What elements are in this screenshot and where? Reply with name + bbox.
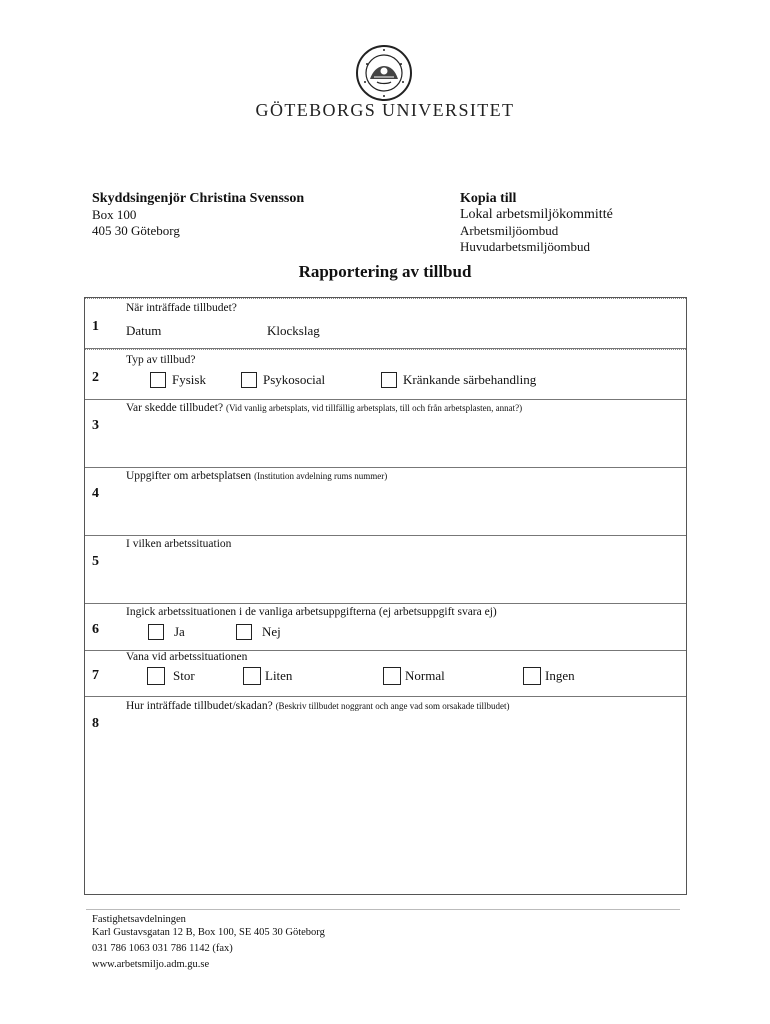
section-4 — [85, 468, 686, 536]
date-label: Datum — [126, 323, 162, 338]
checkbox-psykosocial[interactable] — [241, 372, 325, 388]
copy-recipient-3: Huvudarbetsmiljöombud — [460, 239, 590, 254]
copy-title: Kopia till — [460, 191, 517, 206]
footer-website: www.arbetsmiljo.adm.gu.se — [92, 959, 210, 970]
checkbox-box[interactable] — [383, 667, 401, 685]
section-number-3: 3 — [92, 418, 99, 433]
footer — [92, 913, 325, 971]
date-field[interactable] — [126, 323, 161, 339]
question-7: Vana vid arbetssituationen — [126, 651, 248, 663]
sender-city: 405 30 Göteborg — [92, 223, 180, 238]
question-1: När inträffade tillbudet? — [126, 302, 237, 314]
checkbox-box[interactable] — [381, 372, 397, 388]
sender-name: Skyddsingenjör Christina Svensson — [92, 191, 305, 206]
question-8-text: Hur inträffade tillbudet/skadan? — [126, 700, 273, 712]
sender-box: Box 100 — [92, 207, 137, 222]
question-8 — [126, 700, 510, 712]
option-label: Normal — [405, 668, 445, 683]
question-3-hint: (Vid vanlig arbetsplats, vid tillfällig arbetsplats, till och från arbetsplasten, annat?) — [225, 403, 523, 413]
option-label: Fysisk — [172, 372, 206, 387]
time-field[interactable] — [267, 323, 320, 339]
checkbox-box[interactable] — [241, 372, 257, 388]
section-number-4: 4 — [92, 486, 99, 501]
checkbox-ja[interactable] — [148, 624, 185, 640]
report-form — [84, 297, 687, 895]
footer-divider — [86, 909, 680, 910]
option-label: Stor — [173, 668, 195, 683]
question-4 — [126, 470, 387, 482]
footer-department: Fastighetsavdelningen — [92, 914, 186, 925]
section-3 — [85, 400, 686, 468]
checkbox-normal[interactable] — [383, 667, 445, 685]
section-number-8: 8 — [92, 716, 99, 731]
section-number-1: 1 — [92, 319, 99, 334]
checkbox-box[interactable] — [243, 667, 261, 685]
question-3 — [126, 402, 522, 414]
question-8-hint: (Beskriv tillbudet noggrant och ange vad som orsakade tillbudet) — [275, 701, 510, 711]
section-5 — [85, 536, 686, 604]
section-7 — [85, 651, 686, 697]
question-4-hint: (Institution avdelning rums nummer) — [254, 471, 388, 481]
question-3-text: Var skedde tillbudet? — [126, 402, 224, 414]
copy-recipient-2: Arbetsmiljöombud — [460, 223, 559, 238]
checkbox-box[interactable] — [236, 624, 252, 640]
university-seal-logo — [355, 44, 413, 102]
time-label: Klockslag — [267, 323, 320, 338]
section-2 — [85, 349, 686, 400]
question-2: Typ av tillbud? — [126, 354, 196, 366]
section-number-6: 6 — [92, 622, 99, 637]
section-1 — [85, 298, 686, 349]
option-label: Ingen — [545, 668, 575, 683]
footer-phone: 031 786 1063 031 786 1142 (fax) — [92, 943, 233, 954]
section-6 — [85, 604, 686, 651]
document-title: Rapportering av tillbud — [298, 262, 472, 281]
option-label: Nej — [262, 624, 281, 639]
checkbox-stor[interactable] — [147, 667, 195, 685]
checkbox-box[interactable] — [147, 667, 165, 685]
checkbox-box[interactable] — [523, 667, 541, 685]
question-6: Ingick arbetssituationen i de vanliga arbetsuppgifterna (ej arbetsuppgift svara ej) — [126, 606, 497, 618]
option-label: Liten — [265, 668, 293, 683]
question-5: I vilken arbetssituation — [126, 538, 232, 550]
question-4-text: Uppgifter om arbetsplatsen — [126, 470, 252, 482]
checkbox-fysisk[interactable] — [150, 372, 206, 388]
option-label: Ja — [174, 624, 185, 639]
checkbox-box[interactable] — [148, 624, 164, 640]
checkbox-ingen[interactable] — [523, 667, 575, 685]
copy-recipient-1: Lokal arbetsmiljökommitté — [460, 207, 613, 222]
option-label: Kränkande särbehandling — [403, 372, 537, 387]
section-8 — [85, 697, 686, 894]
checkbox-liten[interactable] — [243, 667, 292, 685]
checkbox-krankande[interactable] — [381, 372, 536, 388]
sender-block — [92, 191, 304, 239]
university-name: GÖTEBORGS UNIVERSITET — [255, 100, 515, 120]
section-number-5: 5 — [92, 554, 99, 569]
section-number-2: 2 — [92, 370, 99, 385]
copy-to-block — [460, 191, 613, 255]
option-label: Psykosocial — [263, 372, 326, 387]
section-number-7: 7 — [92, 668, 99, 683]
footer-address: Karl Gustavsgatan 12 B, Box 100, SE 405 30 Göteborg — [92, 927, 325, 938]
checkbox-nej[interactable] — [236, 624, 281, 640]
checkbox-box[interactable] — [150, 372, 166, 388]
